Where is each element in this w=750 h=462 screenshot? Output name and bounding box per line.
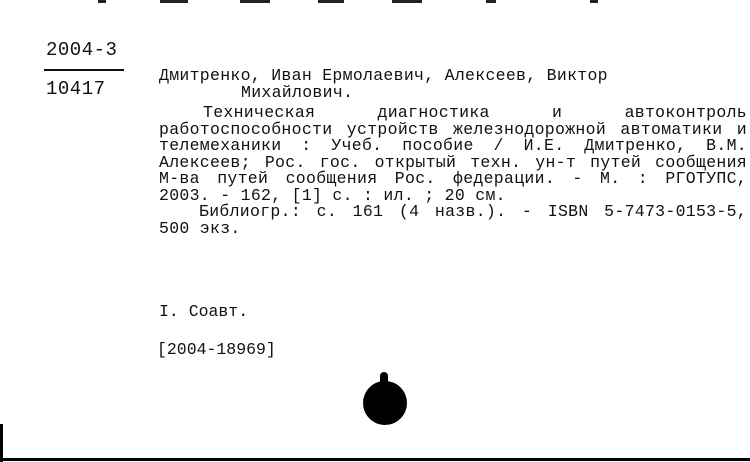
card-left-edge xyxy=(0,424,3,462)
catalog-entry xyxy=(159,68,747,237)
shelf-mark-top: 2004-3 xyxy=(46,39,118,61)
title-description: Техническая диагностика и автоконтроль работоспособности устройств железнодорожной автоматики и телемеханики : Учеб. пособие / И.Е. Дмитренко, В.М. Алексеев; Рос. гос. открытый техн. ун-т путей сообщения М-ва путей сообщения Рос. федерации. - М. : РГОТУПС, 2003. - 162, [1] с. : ил. ; 20 см. xyxy=(159,103,747,205)
shelf-mark-bottom: 10417 xyxy=(46,78,106,100)
control-number: [2004-18969] xyxy=(157,340,276,359)
secondary-entry: I. Соавт. xyxy=(159,302,249,321)
punch-hole xyxy=(363,381,407,425)
shelf-mark-divider xyxy=(44,69,124,71)
author-heading xyxy=(159,68,747,101)
author-heading-line2: Михайлович. xyxy=(241,82,354,102)
author-heading-line1: Дмитренко, Иван Ермолаевич, Алексеев, Виктор xyxy=(159,66,608,85)
bibliography-note: Библиогр.: с. 161 (4 назв.). - ISBN 5-7473-0153-5, 500 экз. xyxy=(159,202,747,238)
top-edge-marks xyxy=(0,0,750,6)
shelf-mark xyxy=(46,38,126,101)
card-bottom-edge xyxy=(0,458,750,461)
